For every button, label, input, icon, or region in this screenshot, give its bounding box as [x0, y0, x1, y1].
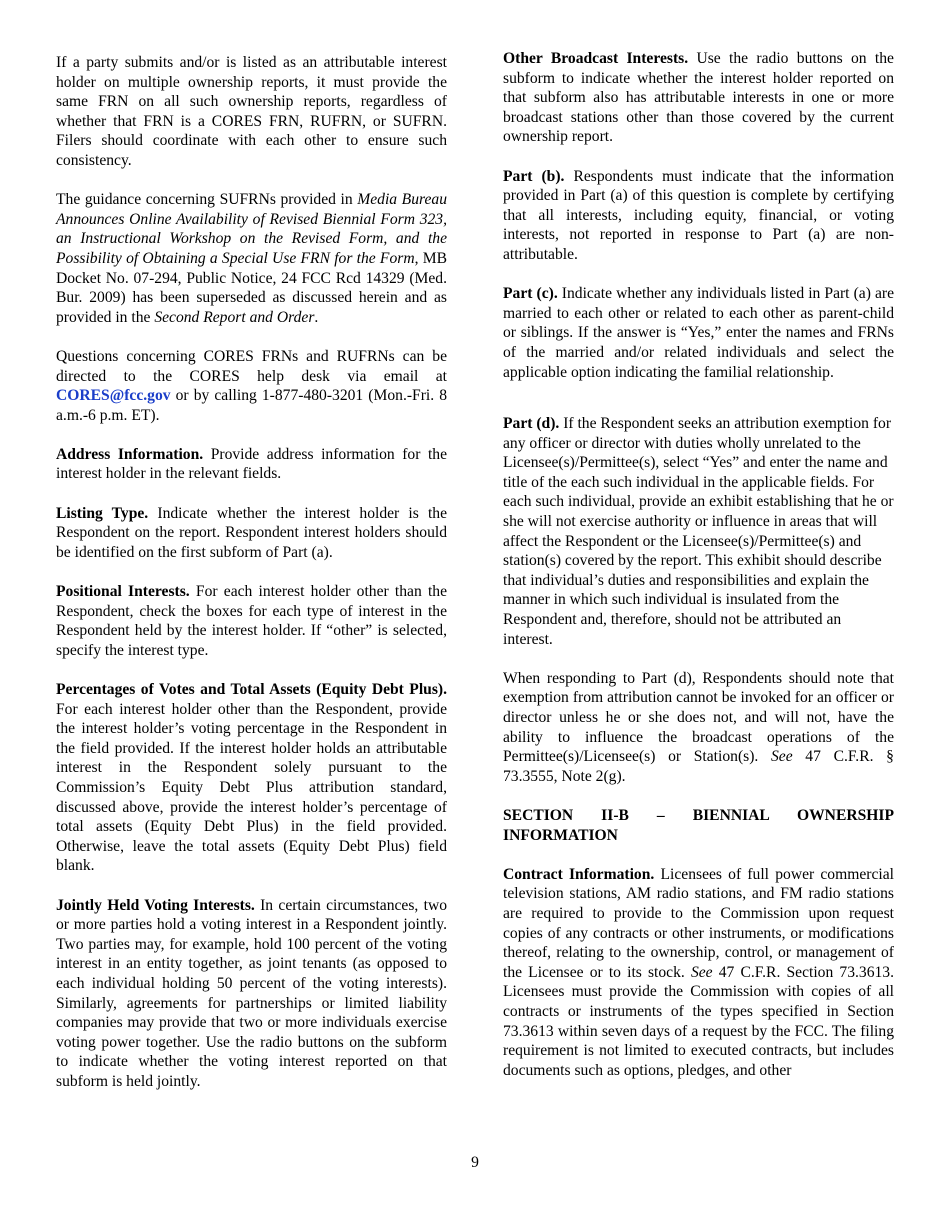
- positional-interests-body: For each interest holder other than the Respondent, check the boxes for each type of interest in the Respondent held by the interest holder. If “other” is selected, specify the interest type.: [56, 583, 448, 659]
- listing-type-body: Indicate whether the interest holder is the Respondent on the report. Respondent interest holders should be identified on the first subform of Part (a).: [56, 504, 448, 561]
- part-d-note-paragraph: [503, 669, 894, 787]
- jointly-held-body: In certain circumstances, two or more parties hold a voting interest in a Respondent jointly. Two parties may, for example, hold 100 percent of the voting interest in an entity together, as joint tenants (as opposed to each individual holding 50 percent of the voting interests). Similarly, agreements for partnerships or limited liability companies may provide that two or more individuals exercise voting power together. Use the radio buttons on the subform to indicate whether the voting interest reported on that subform is held jointly.: [56, 896, 447, 1090]
- part-b-body: Respondents must indicate that the information provided in Part (a) of this question is complete by certifying that all interests, including equity, financial, or voting interests, not reported in response to Part (a) are non-attributable.: [503, 167, 894, 263]
- listing-type-paragraph: [56, 504, 447, 563]
- part-c-heading: Part (c).: [503, 285, 558, 303]
- part-b-heading: Part (b).: [503, 167, 565, 185]
- part-c-paragraph: [503, 284, 894, 382]
- public-notice-title: Media Bureau Announces Online Availability of Revised Biennial Form 323, an Instructional Workshop on the Revised Form, and the Possibility of Obtaining a Special Use FRN for the Form: [56, 191, 448, 267]
- left-column: [56, 53, 447, 1091]
- part-b-paragraph: [503, 167, 894, 265]
- contract-information-paragraph: [503, 865, 894, 1081]
- part-c-body: Indicate whether any individuals listed in Part (a) are married to each other or related to each other as parent-child or siblings. If the answer is “Yes,” enter the names and FRNs of the married and/or related individuals and select the applicable option indicating the familial relationship.: [503, 285, 894, 381]
- address-information-heading: Address Information.: [56, 445, 204, 463]
- cores-help-text-2: or by calling 1-877-480-3201 (Mon.-Fri. 8 a.m.-6 p.m. ET).: [56, 387, 447, 424]
- sufrn-guidance-text-2: , MB Docket No. 07-294, Public Notice, 24 FCC Rcd 14329 (Med. Bur. 2009) has been superseded as discussed herein and as provided in the: [56, 249, 447, 326]
- part-d-heading: Part (d).: [503, 415, 560, 433]
- percentages-body: For each interest holder other than the Respondent, provide the interest holder’s voting percentage in the Respondent in the field provided. If the interest holder holds an attributable interest in the Respondent solely pursuant to the Commission’s Equity Debt Plus attribution standard, discussed above, provide the interest holder’s percentage of total assets (Equity Debt Plus) in the field provided. Otherwise, leave the total assets (Equity Debt Plus) field blank.: [56, 700, 447, 875]
- other-broadcast-heading: Other Broadcast Interests.: [503, 50, 689, 67]
- positional-interests-heading: Positional Interests.: [56, 583, 190, 601]
- page-number: 9: [471, 1154, 479, 1171]
- contract-information-text-1: Licensees of full power commercial television stations, AM radio stations, and FM radio stations are required to provide to the Commission upon request copies of any contracts or other instruments, or modifications thereof, relating to the ownership, control, or management of the Licensee or to its stock.: [503, 865, 894, 981]
- contract-information-heading: Contract Information.: [503, 865, 655, 883]
- percentages-heading: Percentages of Votes and Total Assets (Equity Debt Plus).: [56, 681, 447, 698]
- section-ii-b-heading: SECTION II-B – BIENNIAL OWNERSHIP INFORMATION: [503, 806, 894, 844]
- part-d-body: If the Respondent seeks an attribution exemption for any officer or director with duties wholly unrelated to the Licensee(s)/Permittee(s), select “Yes” and enter the name and title of the each such individual in the applicable fields. For each such individual, provide an exhibit establishing that he or she will not exercise authority or influence in areas that will affect the Respondent or the Licensee(s)/Permittee(s) and station(s) covered by the report. This exhibit should describe that individual’s duties and responsibilities and explain the manner in which such individual is insulated from the Respondent and, therefore, should not be attributed an interest.: [503, 415, 894, 648]
- sufrn-guidance-text-1: The guidance concerning SUFRNs provided in: [56, 191, 358, 209]
- address-information-body: Provide address information for the interest holder in the relevant fields.: [56, 445, 447, 483]
- part-d-note-text-2: 47 C.F.R. § 73.3555, Note 2(g).: [503, 748, 894, 785]
- other-broadcast-body: Use the radio buttons on the subform to indicate whether the interest holder reported on that subform also has attributable interests in one or more broadcast stations other than those covered by the current ownership report.: [503, 50, 894, 146]
- percentages-paragraph: [56, 680, 447, 876]
- cores-help-text-1: Questions concerning CORES FRNs and RUFRNs can be directed to the CORES help desk via email at: [56, 347, 447, 385]
- jointly-held-heading: Jointly Held Voting Interests.: [56, 896, 255, 914]
- contract-information-text-2: 47 C.F.R. Section 73.3613. Licensees must provide the Commission with copies of all contracts or instruments of the types specified in Section 73.3613 within seven days of a request by the FCC. The filing requirement is not limited to executed contracts, but includes documents such as options, pledges, and other: [503, 963, 894, 1079]
- frn-consistency-paragraph: If a party submits and/or is listed as an attributable interest holder on multiple ownership reports, it must provide the same FRN on all such ownership reports, regardless of whether that FRN is a CORES FRN, RUFRN, or SUFRN. Filers should coordinate with each other to ensure such consistency.: [56, 54, 447, 169]
- sufrn-guidance-text-3: .: [314, 308, 319, 326]
- cores-help-paragraph: [56, 347, 447, 425]
- second-report-title: Second Report and Order: [154, 308, 315, 326]
- part-d-paragraph: [503, 414, 894, 649]
- jointly-held-paragraph: [56, 896, 447, 1092]
- right-column: [503, 50, 894, 1080]
- contract-information-see: See: [690, 963, 713, 981]
- positional-interests-paragraph: [56, 582, 447, 660]
- part-d-note-text-1: When responding to Part (d), Respondents should note that exemption from attribution cannot be invoked for an officer or director unless he or she does not, and will not, have the ability to influence the broadcast operations of the Permittee(s)/Licensee(s) or Station(s).: [503, 669, 894, 766]
- listing-type-heading: Listing Type.: [56, 504, 149, 522]
- cores-email-link[interactable]: CORES@fcc.gov: [56, 387, 171, 405]
- part-d-note-see: See: [770, 748, 793, 766]
- address-information-paragraph: [56, 445, 447, 484]
- other-broadcast-paragraph: [503, 49, 894, 147]
- sufrn-guidance-paragraph: [56, 190, 447, 327]
